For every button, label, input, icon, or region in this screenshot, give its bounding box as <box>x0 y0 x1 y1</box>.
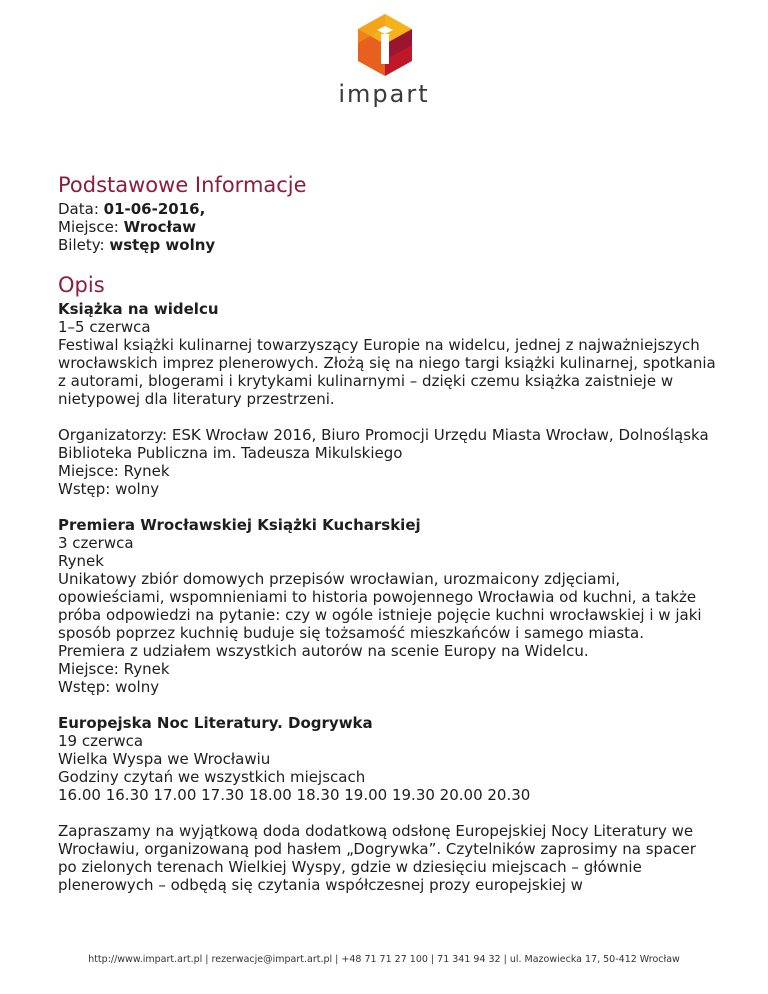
event2-date: 3 czerwca <box>58 534 134 552</box>
event1-date: 1–5 czerwca <box>58 318 151 336</box>
date-value: 01-06-2016, <box>103 200 206 218</box>
main-content <box>58 170 718 894</box>
tickets-value: wstęp wolny <box>109 236 216 254</box>
event3-date: 19 czerwca <box>58 732 144 750</box>
place-value: Wrocław <box>123 218 197 236</box>
event2-text: Unikatowy zbiór domowych przepisów wrocławian, urozmaicony zdjęciami, opowieściami, wspomnieniami to historia powojennego Wrocławia od kuchni, a także próba odpowiedzi na pytanie: czy w ogóle istnieje pojęcie kuchni wrocławskiej i w jaki sposób poprzez kuchnię buduje się tożsamość mieszkańców i samego miasta. <box>58 570 702 642</box>
section-heading-description: Opis <box>58 273 105 297</box>
event2-premiere: Premiera z udziałem wszystkich autorów na scenie Europy na Widelcu. <box>58 642 589 660</box>
tickets-line: Bilety: wstęp wolny <box>58 236 216 254</box>
event3-hours: 16.00 16.30 17.00 17.30 18.00 18.30 19.00 19.30 20.00 20.30 <box>58 786 531 804</box>
date-line: Data: 01-06-2016, <box>58 200 206 218</box>
event3-text: Zapraszamy na wyjątkową doda dodatkową odsłonę Europejskiej Nocy Literatury we Wrocławiu, organizowaną pod hasłem „Dogrywka”. Czytelników zaprosimy na spacer po zielonych terenach Wielkiej Wyspy, gdzie w dziesięciu miejscach – głównie plenerowych – odbędą się czytania współczesnej prozy europejskiej w <box>58 822 696 894</box>
event1-organizers: Organizatorzy: ESK Wrocław 2016, Biuro Promocji Urzędu Miasta Wrocław, Dolnośląska Biblioteka Publiczna im. Tadeusza Mikulskiego <box>58 426 709 462</box>
logo-text: impart <box>338 80 430 108</box>
event2-location: Rynek <box>58 552 104 570</box>
event3-title: Europejska Noc Literatury. Dogrywka <box>58 714 373 732</box>
event1-text: Festiwal książki kulinarnej towarzyszący Europie na widelcu, jednej z najważniejszych wrocławskich imprez plenerowych. Złożą się na niego targi książki kulinarnej, spotkania z autorami, blogerami i krytykami kulinarnymi – dzięki czemu książka zaistnieje w nietypowej dla literatury przestrzeni. <box>58 336 716 408</box>
event2-title: Premiera Wrocławskiej Książki Kucharskiej <box>58 516 421 534</box>
event1-title: Książka na widelcu <box>58 300 219 318</box>
event1-entry: Wstęp: wolny <box>58 480 160 498</box>
event1-place: Miejsce: Rynek <box>58 462 170 480</box>
event3-location: Wielka Wyspa we Wrocławiu <box>58 750 271 768</box>
section-heading-basic-info: Podstawowe Informacje <box>58 173 307 197</box>
impart-logo-icon <box>356 14 414 76</box>
event2-entry: Wstęp: wolny <box>58 678 160 696</box>
event2-place: Miejsce: Rynek <box>58 660 170 678</box>
footer-contact: http://www.impart.art.pl | rezerwacje@impart.art.pl | +48 71 71 27 100 | 71 341 94 32 | ul. Mazowiecka 17, 50-412 Wrocław <box>88 954 680 965</box>
place-line: Miejsce: Wrocław <box>58 218 197 236</box>
event3-hours-label: Godziny czytań we wszystkich miejscach <box>58 768 366 786</box>
